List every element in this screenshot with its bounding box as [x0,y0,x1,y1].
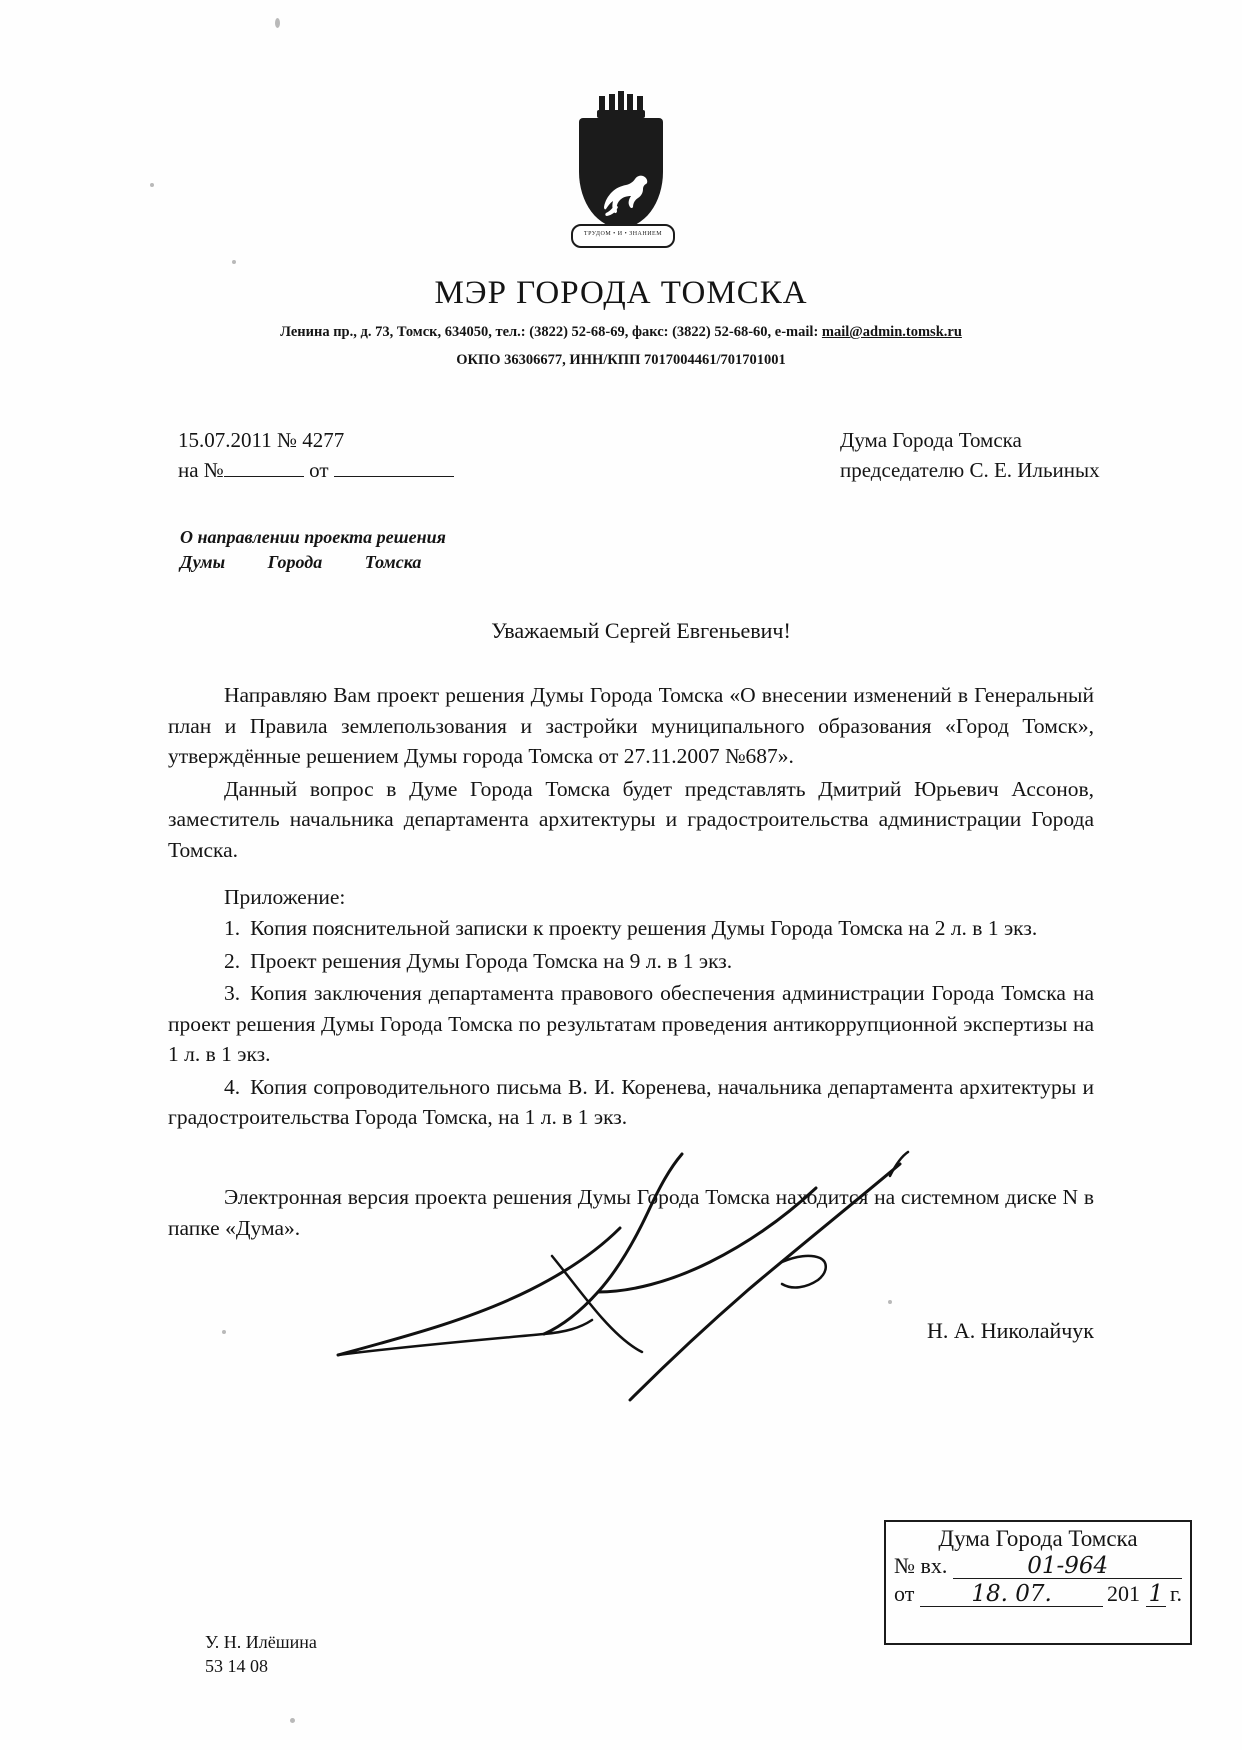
scan-speck [222,1330,226,1334]
incoming-date-label: от [309,458,329,483]
organization-codes: ОКПО 36306677, ИНН/КПП 7017004461/701701001 [456,352,786,368]
body-paragraph: Направляю Вам проект решения Думы Города Томска «О внесении изменений в Генеральный план и Правила землепользования и застройки муниципального образования «Город Томск», утверждённые решением Думы города Томска от 27.11.2007 №687». [168,683,1094,769]
subject-block [180,525,446,575]
addressee-line-1: Дума Города Томска [840,428,1022,452]
reference-block [178,425,454,486]
executor-block [205,1630,317,1679]
list-item [168,946,1094,977]
executor-name: У. Н. Илёшина [205,1632,317,1652]
signer-name: Н. А. Николайчук [927,1318,1094,1343]
list-item-text: Копия сопроводительного письма В. И. Коренева, начальника департамента архитектуры и градостроительства Города Томска, на 1 л. в 1 экз. [168,1074,1094,1130]
stamp-incoming-value: 01-964 [953,1554,1182,1579]
incoming-date-blank [334,461,454,477]
contacts-text: Ленина пр., д. 73, Томск, 634050, тел.: (3822) 52-68-69, факс: (3822) 52-68-60, e-mail: [280,324,822,340]
incoming-number-blank [224,461,304,477]
stamp-year-prefix: 201 [1106,1581,1140,1607]
list-item-text: Копия пояснительной записки к проекту решения Думы Города Томска на 2 л. в 1 экз. [250,916,1038,940]
attachment-heading: Приложение: [224,885,346,909]
organization-title: МЭР ГОРОДА ТОМСКА [434,275,808,311]
incoming-reference [178,455,454,485]
stamp-year-suffix: 1 [1146,1582,1166,1607]
list-item [168,913,1094,944]
tomsk-coat-of-arms-icon [573,88,669,248]
stamp-date-label: от [894,1581,915,1607]
stamp-year-tail: г. [1169,1581,1182,1607]
outgoing-number: 15.07.2011 № 4277 [178,428,345,452]
shield-icon [579,118,663,228]
subject-line-1: О направлении проекта решения [180,527,446,547]
list-item-number: 1. [224,916,241,940]
stamp-incoming-label: № вх. [894,1553,948,1579]
body-text [168,680,1094,867]
salutation: Уважаемый Сергей Евгеньевич! [491,618,791,643]
emblem-ribbon: ТРУДОМ • И • ЗНАНИЕМ [571,224,675,248]
scan-speck [232,260,236,264]
subject-line-2: Думы Города Томска [180,552,422,573]
list-item-text: Проект решения Думы Города Томска на 9 л. в 1 экз. [250,948,733,973]
emblem-container [0,88,1242,248]
list-item [168,978,1094,1070]
scan-speck [290,1718,295,1723]
stamp-date-row [894,1581,1182,1607]
stamp-title: Дума Города Томска [938,1526,1138,1551]
email-link[interactable]: mail@admin.tomsk.ru [821,324,962,340]
executor-phone: 53 14 08 [205,1656,268,1677]
organization-contacts [0,324,1242,341]
list-item-number: 3. [224,981,241,1006]
scan-speck [888,1300,892,1304]
list-item-number: 2. [224,948,241,973]
addressee-line-2: председателю С. Е. Ильиных [840,458,1100,483]
list-item [168,1072,1094,1133]
list-item-text: Копия заключения департамента правового обеспечения администрации Города Томска на проект решения Думы Города Томска по результатам проведения антикоррупционной экспертизы на 1 л. в 1 экз. [168,981,1094,1067]
crown-icon [597,94,645,120]
body-paragraph: Данный вопрос в Думе Города Томска будет представлять Дмитрий Юрьевич Ассонов, заместитель начальника департамента архитектуры и градостроительства администрации Города Томска. [168,776,1094,862]
attachment-list [168,913,1094,1135]
stamp-date-value: 18. 07. [920,1582,1103,1607]
horse-icon [599,170,651,218]
addressee-block [840,425,1100,486]
closing-paragraph [168,1182,1094,1243]
closing-text: Электронная версия проекта решения Думы Города Томска находится на системном диске N в папке «Дума». [168,1185,1094,1240]
stamp-incoming-row [894,1553,1182,1579]
list-item-number: 4. [224,1074,241,1099]
incoming-stamp [884,1520,1192,1645]
scan-speck [275,18,280,28]
incoming-label: на № [178,458,224,483]
